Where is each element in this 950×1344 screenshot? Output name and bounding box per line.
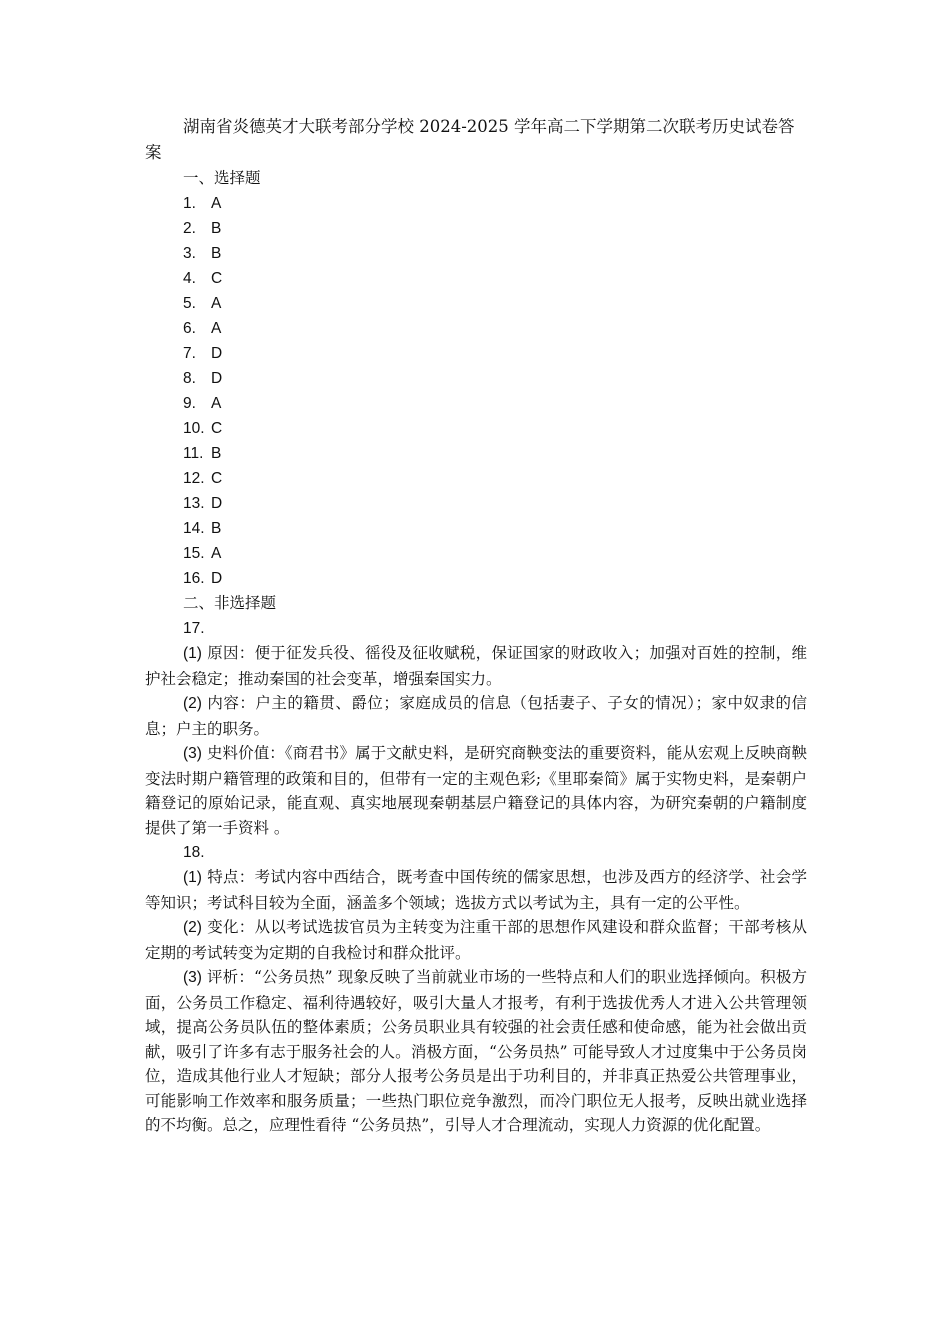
part-text: 内容：户主的籍贯、爵位；家庭成员的信息（包括妻子、子女的情况）；家中奴隶的信息；户主的职务。 [145, 694, 807, 738]
question-18-part-2 [145, 915, 807, 965]
answer-number: 3. [183, 245, 196, 262]
question-17-part-2 [145, 691, 807, 741]
part-label: (2) [183, 695, 202, 712]
answer-number: 11. [183, 445, 204, 462]
answer-number: 1. [183, 195, 196, 212]
question-18-part-3 [145, 965, 807, 1138]
answer-letter: D [211, 370, 223, 387]
answer-letter: C [211, 270, 223, 287]
answer-letter: A [211, 320, 222, 337]
answer-item [145, 416, 807, 441]
part-text: 评析：“公务员热” 现象反映了当前就业市场的一些特点和人们的职业选择倾向。积极方面，公务员工作稳定、福利待遇较好，吸引大量人才报考，有利于选拔优秀人才进入公共管理领域，提高公务员队伍的整体素质；公务员职业具有较强的社会责任感和使命感，能为社会做出贡献，吸引了许多有志于服务社会的人。消极方面，“公务员热” 可能导致人才过度集中于公务员岗位，造成其他行业人才短缺；部分人报考公务员是出于功利目的，并非真正热爱公共管理事业，可能影响工作效率和服务质量；一些热门职位竞争激烈，而冷门职位无人报考，反映出就业选择的不均衡。总之，应理性看待 “公务员热”，引导人才合理流动，实现人力资源的优化配置。 [145, 968, 807, 1134]
section-heading-multiple-choice: 一、选择题 [183, 169, 261, 187]
answer-item [145, 241, 807, 266]
question-17-part-1 [145, 641, 807, 691]
answer-item [145, 466, 807, 491]
answer-number: 7. [183, 345, 196, 362]
part-label: (1) [183, 645, 202, 662]
part-text: 变化：从以考试选拔官员为主转变为注重干部的思想作风建设和群众监督；干部考核从定期的考试转变为定期的自我检讨和群众批评。 [145, 918, 807, 962]
document-title: 湖南省炎德英才大联考部分学校 2024-2025 学年高二下学期第二次联考历史试卷答案 [145, 117, 795, 162]
answer-item [145, 491, 807, 516]
answer-letter: C [211, 470, 223, 487]
answer-number: 2. [183, 220, 196, 237]
answer-letter: C [211, 420, 223, 437]
answer-number: 14. [183, 520, 205, 537]
answer-number: 5. [183, 295, 196, 312]
answer-number: 13. [183, 495, 205, 512]
part-label: (3) [183, 745, 202, 762]
answer-item [145, 541, 807, 566]
question-18-part-1 [145, 865, 807, 915]
part-text: 特点：考试内容中西结合，既考查中国传统的儒家思想，也涉及西方的经济学、社会学等知识；考试科目较为全面，涵盖多个领域；选拔方式以考试为主，具有一定的公平性。 [145, 868, 807, 912]
answer-letter: B [211, 520, 222, 537]
answer-number: 4. [183, 270, 196, 287]
answer-letter: A [211, 545, 222, 562]
answer-item [145, 366, 807, 391]
answer-letter: B [211, 445, 222, 462]
part-label: (2) [183, 919, 202, 936]
answer-letter: D [211, 495, 223, 512]
answer-list [145, 191, 807, 591]
answer-letter: B [211, 220, 222, 237]
section-heading-open-questions: 二、非选择题 [183, 594, 277, 612]
answer-number: 16. [183, 570, 205, 587]
part-label: (1) [183, 869, 202, 886]
part-text: 史料价值：《商君书》属于文献史料，是研究商鞅变法的重要资料，能从宏观上反映商鞅变法时期户籍管理的政策和目的，但带有一定的主观色彩;《里耶秦简》属于实物史料，是秦朝户籍登记的原始记录，能直观、真实地展现秦朝基层户籍登记的具体内容，为研究秦朝的户籍制度提供了第一手资料 。 [145, 744, 807, 837]
question-17-part-3 [145, 741, 807, 840]
answer-number: 9. [183, 395, 196, 412]
answer-letter: D [211, 345, 223, 362]
document-page [145, 114, 807, 1138]
answer-number: 12. [183, 470, 205, 487]
answer-letter: B [211, 245, 222, 262]
question-17-number: 17. [183, 620, 205, 637]
answer-item [145, 316, 807, 341]
answer-number: 15. [183, 545, 205, 562]
answer-number: 10. [183, 420, 205, 437]
answer-item [145, 191, 807, 216]
answer-item [145, 391, 807, 416]
answer-item [145, 566, 807, 591]
answer-letter: A [211, 295, 222, 312]
answer-item [145, 441, 807, 466]
answer-letter: D [211, 570, 223, 587]
answer-item [145, 266, 807, 291]
answer-item [145, 216, 807, 241]
answer-number: 8. [183, 370, 196, 387]
answer-item [145, 291, 807, 316]
part-text: 原因：便于征发兵役、徭役及征收赋税，保证国家的财政收入；加强对百姓的控制，维护社会稳定；推动秦国的社会变革，增强秦国实力。 [145, 644, 807, 688]
answer-number: 6. [183, 320, 196, 337]
part-label: (3) [183, 969, 202, 986]
answer-letter: A [211, 195, 222, 212]
answer-letter: A [211, 395, 222, 412]
answer-item [145, 341, 807, 366]
question-18-number: 18. [183, 844, 205, 861]
answer-item [145, 516, 807, 541]
